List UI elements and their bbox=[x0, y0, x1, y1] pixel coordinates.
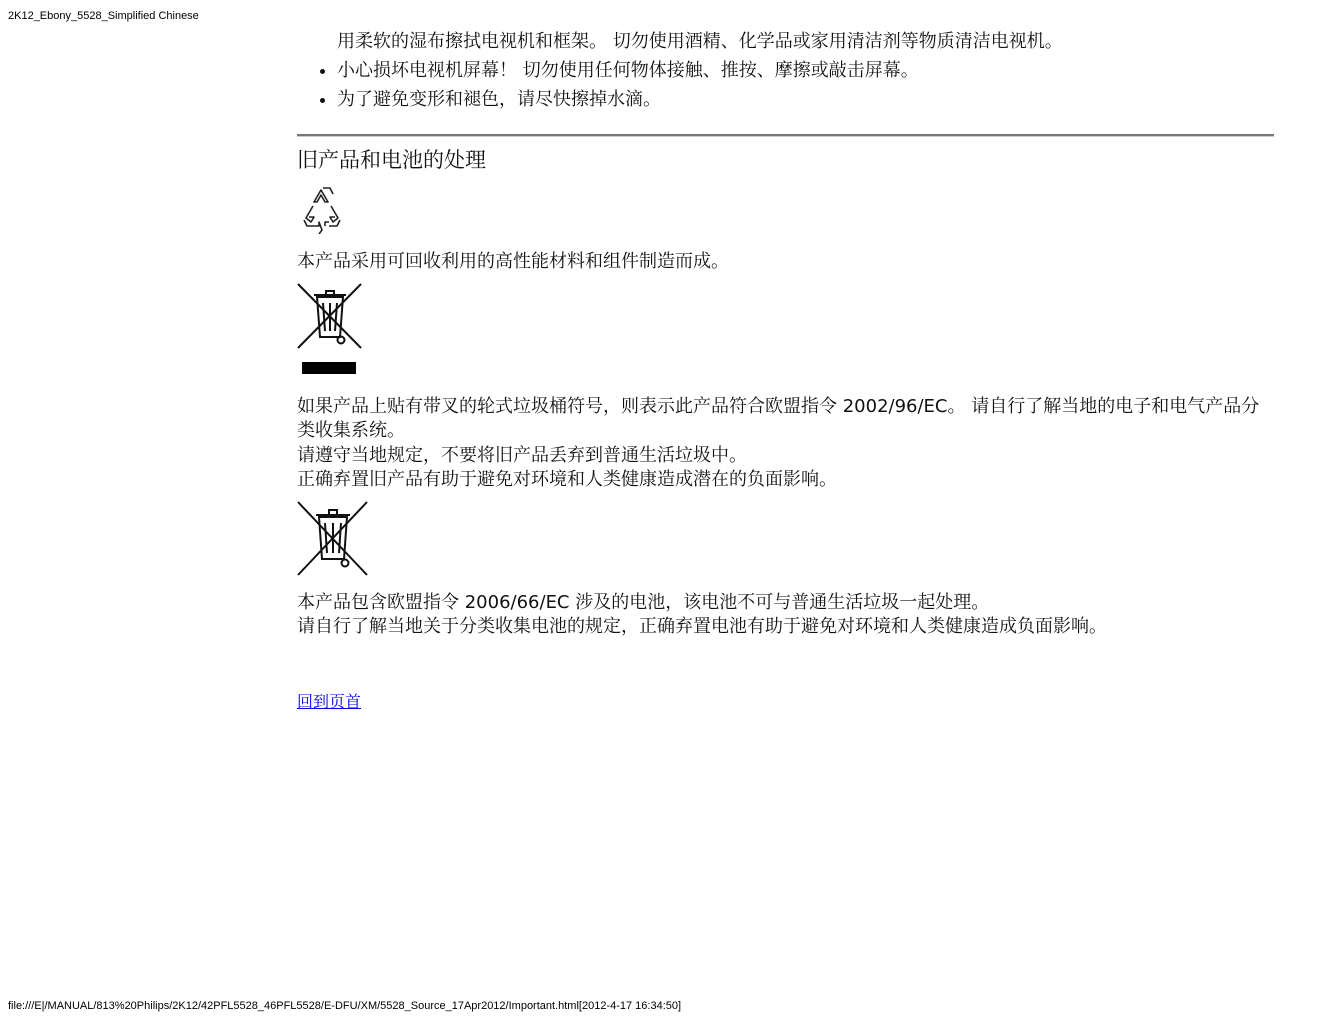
battery-text-2: 请自行了解当地关于分类收集电池的规定，正确弃置电池有助于避免对环境和人类健康造成负面影响。 bbox=[297, 616, 1107, 637]
back-to-top-link[interactable]: 回到页首 bbox=[297, 691, 362, 711]
care-item: • 为了避免变形和褪色，请尽快擦掉水滴。 bbox=[337, 88, 1274, 113]
print-footer: file:///E|/MANUAL/813%20Philips/2K12/42PFL5528_46PFL5528/E-DFU/XM/5528_Source_17Apr2012/Important.html[2012-4-17 16:34:50] bbox=[8, 1000, 682, 1012]
crossed-bin-icon bbox=[297, 283, 363, 377]
weee-text-2: 请遵守当地规定，不要将旧产品丢弃到普通生活垃圾中。 bbox=[297, 444, 747, 466]
print-header: 2K12_Ebony_5528_Simplified Chinese bbox=[8, 10, 199, 22]
recycle-icon bbox=[297, 184, 347, 234]
weee-text-1: 如果产品上贴有带叉的轮式垃圾桶符号，则表示此产品符合欧盟指令 2002/96/EC。 请自行了解当地的电子和电气产品分类收集系统。 bbox=[297, 395, 1260, 441]
care-list bbox=[297, 59, 1274, 113]
care-continued-line: 用柔软的湿布擦拭电视机和框架。 切勿使用酒精、化学品或家用清洁剂等物质清洁电视机。 bbox=[337, 31, 1063, 52]
care-item: • 小心损坏电视机屏幕！ 切勿使用任何物体接触、推按、摩擦或敲击屏幕。 bbox=[337, 59, 1274, 84]
section-title: 旧产品和电池的处理 bbox=[297, 148, 486, 172]
main-content bbox=[297, 30, 1274, 714]
section-divider bbox=[297, 134, 1274, 137]
weee-text-3: 正确弃置旧产品有助于避免对环境和人类健康造成潜在的负面影响。 bbox=[297, 469, 837, 490]
recycle-text: 本产品采用可回收利用的高性能材料和组件制造而成。 bbox=[297, 251, 729, 272]
battery-text-1: 本产品包含欧盟指令 2006/66/EC 涉及的电池，该电池不可与普通生活垃圾一起处理。 bbox=[297, 591, 990, 613]
crossed-bin-battery-icon bbox=[297, 501, 369, 577]
